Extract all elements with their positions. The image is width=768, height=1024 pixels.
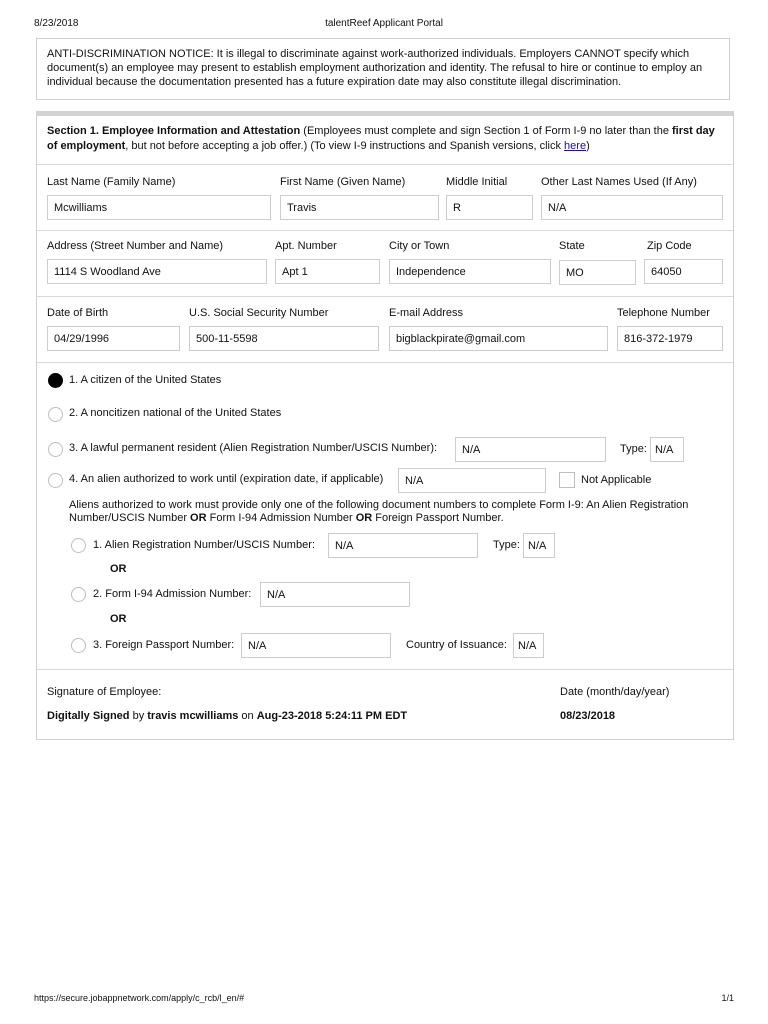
status-option-permanent-resident-label: 3. A lawful permanent resident (Alien Registration Number/USCIS Number): xyxy=(69,442,438,454)
status-option-alien-authorized-label: 4. An alien authorized to work until (expiration date, if applicable) xyxy=(69,473,384,485)
divider xyxy=(37,669,733,670)
i94-label: 2. Form I-94 Admission Number: xyxy=(93,588,252,600)
signature-date-label: Date (month/day/year) xyxy=(560,686,670,698)
document-radio-foreign-passport[interactable] xyxy=(71,638,86,653)
country-of-issuance-input[interactable] xyxy=(513,633,544,658)
state-select[interactable] xyxy=(559,260,636,285)
expiration-date-input[interactable] xyxy=(398,468,546,493)
other-last-names-input[interactable] xyxy=(541,195,723,220)
i9-section1-form xyxy=(36,111,734,740)
or-separator: OR xyxy=(110,563,127,575)
section-title: Section 1. Employee Information and Attestation xyxy=(47,125,301,137)
phone-label: Telephone Number xyxy=(617,307,710,319)
instructions-link[interactable]: here xyxy=(564,140,587,152)
address-input[interactable] xyxy=(47,259,267,284)
dob-label: Date of Birth xyxy=(47,307,109,319)
foreign-passport-label: 3. Foreign Passport Number: xyxy=(93,639,235,651)
signature-date: 08/23/2018 xyxy=(560,710,616,722)
document-radio-i94[interactable] xyxy=(71,587,86,602)
zip-label: Zip Code xyxy=(647,240,692,252)
middle-initial-label: Middle Initial xyxy=(446,176,508,188)
foreign-passport-input[interactable] xyxy=(241,633,391,658)
section-intro-b: first day of employment xyxy=(47,125,715,152)
status-option-noncitizen-national-label: 2. A noncitizen national of the United States xyxy=(69,407,282,419)
section-header xyxy=(47,124,717,154)
i94-input[interactable] xyxy=(260,582,410,607)
divider xyxy=(37,164,733,165)
alien-registration-type-label: Type: xyxy=(493,539,520,551)
aliens-instructions: Aliens authorized to work must provide only one of the following document numbers to complete Form I-9: An Alien Registration Number/USCIS Number OR Form I-94 Admission Number OR Foreign Passport Number. xyxy=(69,499,689,524)
other-last-names-label: Other Last Names Used (If Any) xyxy=(541,176,697,188)
email-input[interactable] xyxy=(389,326,608,351)
state-label: State xyxy=(559,240,585,252)
print-date: 8/23/2018 xyxy=(34,18,79,29)
first-name-input[interactable] xyxy=(280,195,439,220)
ssn-input[interactable] xyxy=(189,326,379,351)
section-intro-c: , but not before accepting a job offer.) (To view I-9 instructions and Spanish versions, click xyxy=(125,140,565,152)
first-name-label: First Name (Given Name) xyxy=(280,176,406,188)
page-number: 1/1 xyxy=(721,993,734,1003)
dob-input[interactable] xyxy=(47,326,180,351)
ssn-label: U.S. Social Security Number xyxy=(189,307,329,319)
document-radio-alien-registration[interactable] xyxy=(71,538,86,553)
alien-registration-type-input[interactable] xyxy=(523,533,555,558)
permanent-resident-type-label: Type: xyxy=(620,443,647,455)
status-option-citizen-label: 1. A citizen of the United States xyxy=(69,374,222,386)
middle-initial-input[interactable] xyxy=(446,195,533,220)
status-radio-citizen[interactable] xyxy=(48,373,63,388)
divider xyxy=(37,230,733,231)
digital-signature: Digitally Signed by travis mcwilliams on Aug-23-2018 5:24:11 PM EDT xyxy=(47,710,408,722)
divider xyxy=(37,362,733,363)
or-separator: OR xyxy=(110,613,127,625)
section-intro-d: ) xyxy=(586,140,590,152)
phone-input[interactable] xyxy=(617,326,723,351)
alien-registration-input[interactable] xyxy=(328,533,478,558)
not-applicable-checkbox[interactable] xyxy=(559,472,575,488)
status-radio-noncitizen-national[interactable] xyxy=(48,407,63,422)
country-of-issuance-label: Country of Issuance: xyxy=(406,639,507,651)
not-applicable-label: Not Applicable xyxy=(581,474,652,486)
status-radio-permanent-resident[interactable] xyxy=(48,442,63,457)
apt-label: Apt. Number xyxy=(275,240,337,252)
alien-registration-label: 1. Alien Registration Number/USCIS Number: xyxy=(93,539,315,551)
city-label: City or Town xyxy=(389,240,450,252)
apt-input[interactable] xyxy=(275,259,380,284)
permanent-resident-type-input[interactable] xyxy=(650,437,684,462)
permanent-resident-number-input[interactable] xyxy=(455,437,606,462)
city-input[interactable] xyxy=(389,259,551,284)
section-intro-a: (Employees must complete and sign Section 1 of Form I-9 no later than the xyxy=(300,125,672,137)
last-name-input[interactable] xyxy=(47,195,271,220)
email-label: E-mail Address xyxy=(389,307,463,319)
zip-input[interactable] xyxy=(644,259,723,284)
status-radio-alien-authorized[interactable] xyxy=(48,473,63,488)
address-label: Address (Street Number and Name) xyxy=(47,240,224,252)
signature-label: Signature of Employee: xyxy=(47,686,162,698)
page-title: talentReef Applicant Portal xyxy=(325,18,443,29)
divider xyxy=(37,296,733,297)
anti-discrimination-notice: ANTI-DISCRIMINATION NOTICE: It is illegal to discriminate against work-authorized individuals. Employers CANNOT specify which document(s) an employee may present to establish employment authorization and identity. The refusal to hire or continue to employ an individual because the documentation presented has a future expiration date may also constitute illegal discrimination. xyxy=(36,38,730,100)
last-name-label: Last Name (Family Name) xyxy=(47,176,176,188)
page-url: https://secure.jobappnetwork.com/apply/c_rcb/l_en/# xyxy=(34,993,245,1003)
